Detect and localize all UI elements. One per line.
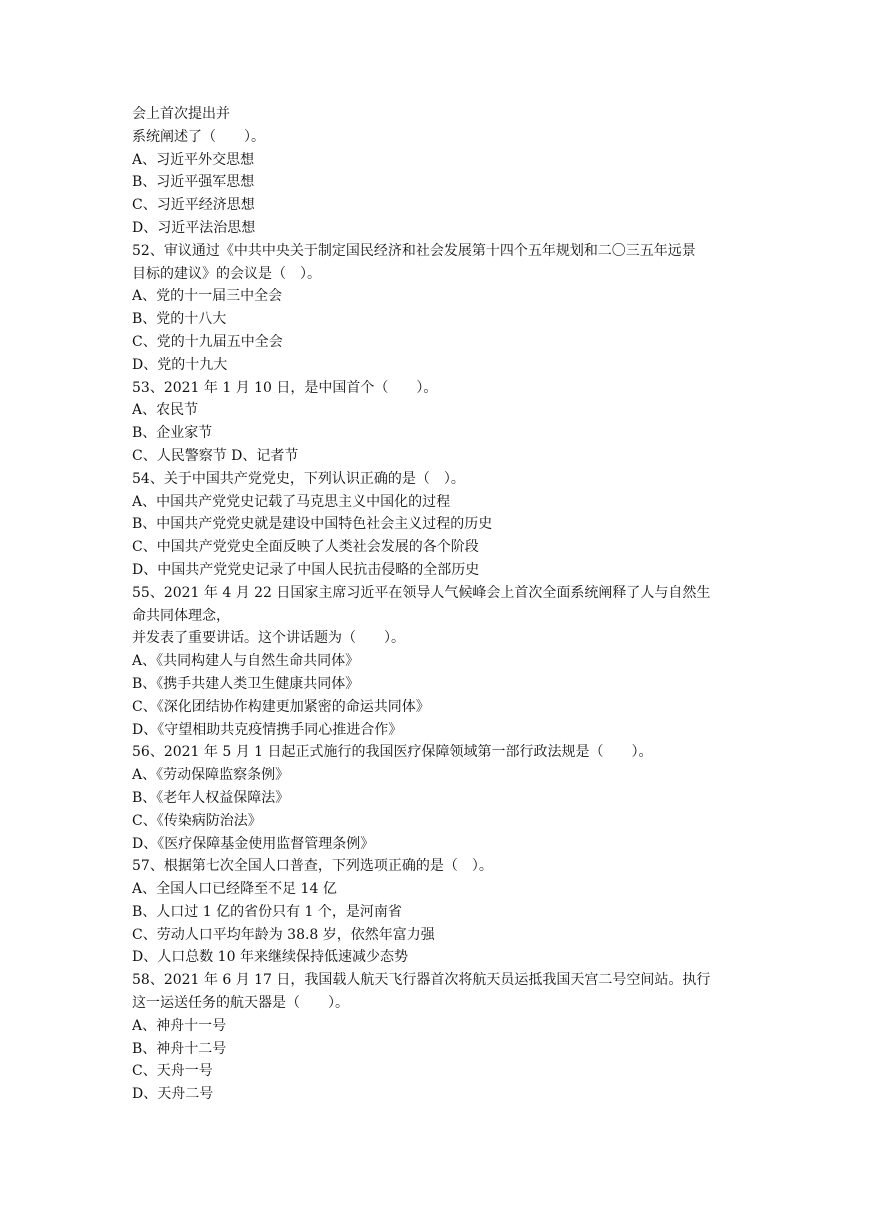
question-line: 53、2021 年 1 月 10 日，是中国首个（ ）。 bbox=[132, 379, 438, 396]
text-line: 并发表了重要讲话。这个讲话题为（ ）。 bbox=[132, 630, 405, 647]
text-line: 目标的建议》的会议是（ ）。 bbox=[132, 265, 321, 282]
option-line: B、《携手共建人类卫生健康共同体》 bbox=[132, 675, 360, 692]
option-line: A、《劳动保障监察条例》 bbox=[132, 767, 290, 784]
option-line: B、企业家节 bbox=[132, 425, 213, 442]
option-line: A、党的十一届三中全会 bbox=[132, 288, 283, 305]
option-line: B、党的十八大 bbox=[132, 311, 227, 328]
question-line: 56、2021 年 5 月 1 日起正式施行的我国医疗保障领域第一部行政法规是（ ）。 bbox=[132, 744, 653, 761]
option-line: B、人口过 1 亿的省份只有 1 个，是河南省 bbox=[132, 903, 402, 920]
document-body bbox=[132, 103, 742, 1106]
option-line: D、中国共产党党史记录了中国人民抗击侵略的全部历史 bbox=[132, 561, 480, 578]
option-line: C、中国共产党党史全面反映了人类社会发展的各个阶段 bbox=[132, 539, 479, 556]
option-line: A、习近平外交思想 bbox=[132, 151, 255, 168]
option-line: B、《老年人权益保障法》 bbox=[132, 789, 290, 806]
option-line: C、天舟一号 bbox=[132, 1063, 213, 1080]
option-line: A、农民节 bbox=[132, 402, 199, 419]
option-line: D、天舟二号 bbox=[132, 1086, 214, 1103]
option-line: D、人口总数 10 年来继续保持低速减少态势 bbox=[132, 949, 408, 966]
question-line: 54、关于中国共产党党史，下列认识正确的是（ ）。 bbox=[132, 470, 465, 487]
question-line: 55、2021 年 4 月 22 日国家主席习近平在领导人气候峰会上首次全面系统阐释了人与自然生 bbox=[132, 584, 711, 601]
text-line: 命共同体理念， bbox=[132, 607, 230, 624]
option-line: D、党的十九大 bbox=[132, 356, 228, 373]
question-line: 57、根据第七次全国人口普查，下列选项正确的是（ ）。 bbox=[132, 858, 493, 875]
question-line: 58、2021 年 6 月 17 日，我国载人航天飞行器首次将航天员运抵我国天宫二号空间站。执行 bbox=[132, 972, 711, 989]
text-line: 这一运送任务的航天器是（ ）。 bbox=[132, 995, 349, 1012]
option-line: A、全国人口已经降至不足 14 亿 bbox=[132, 881, 337, 898]
option-line: C、人民警察节 D、记者节 bbox=[132, 447, 299, 464]
option-line: A、神舟十一号 bbox=[132, 1017, 227, 1034]
option-line: C、习近平经济思想 bbox=[132, 197, 255, 214]
option-line: B、中国共产党党史就是建设中国特色社会主义过程的历史 bbox=[132, 516, 493, 533]
option-line: A、中国共产党党史记载了马克思主义中国化的过程 bbox=[132, 493, 451, 510]
option-line: A、《共同构建人与自然生命共同体》 bbox=[132, 653, 360, 670]
text-line: 系统阐述了（ ）。 bbox=[132, 128, 265, 145]
option-line: C、党的十九届五中全会 bbox=[132, 333, 283, 350]
option-line: D、习近平法治思想 bbox=[132, 219, 256, 236]
option-line: C、劳动人口平均年龄为 38.8 岁，依然年富力强 bbox=[132, 926, 435, 943]
option-line: B、神舟十二号 bbox=[132, 1040, 227, 1057]
option-line: B、习近平强军思想 bbox=[132, 174, 255, 191]
option-line: C、《深化团结协作构建更加紧密的命运共同体》 bbox=[132, 698, 430, 715]
option-line: D、《守望相助共克疫情携手同心推进合作》 bbox=[132, 721, 403, 738]
question-line: 52、审议通过《中共中央关于制定国民经济和社会发展第十四个五年规划和二〇三五年远景 bbox=[132, 242, 696, 259]
option-line: C、《传染病防治法》 bbox=[132, 812, 262, 829]
text-line: 会上首次提出并 bbox=[132, 106, 230, 122]
option-line: D、《医疗保障基金使用监督管理条例》 bbox=[132, 835, 375, 852]
